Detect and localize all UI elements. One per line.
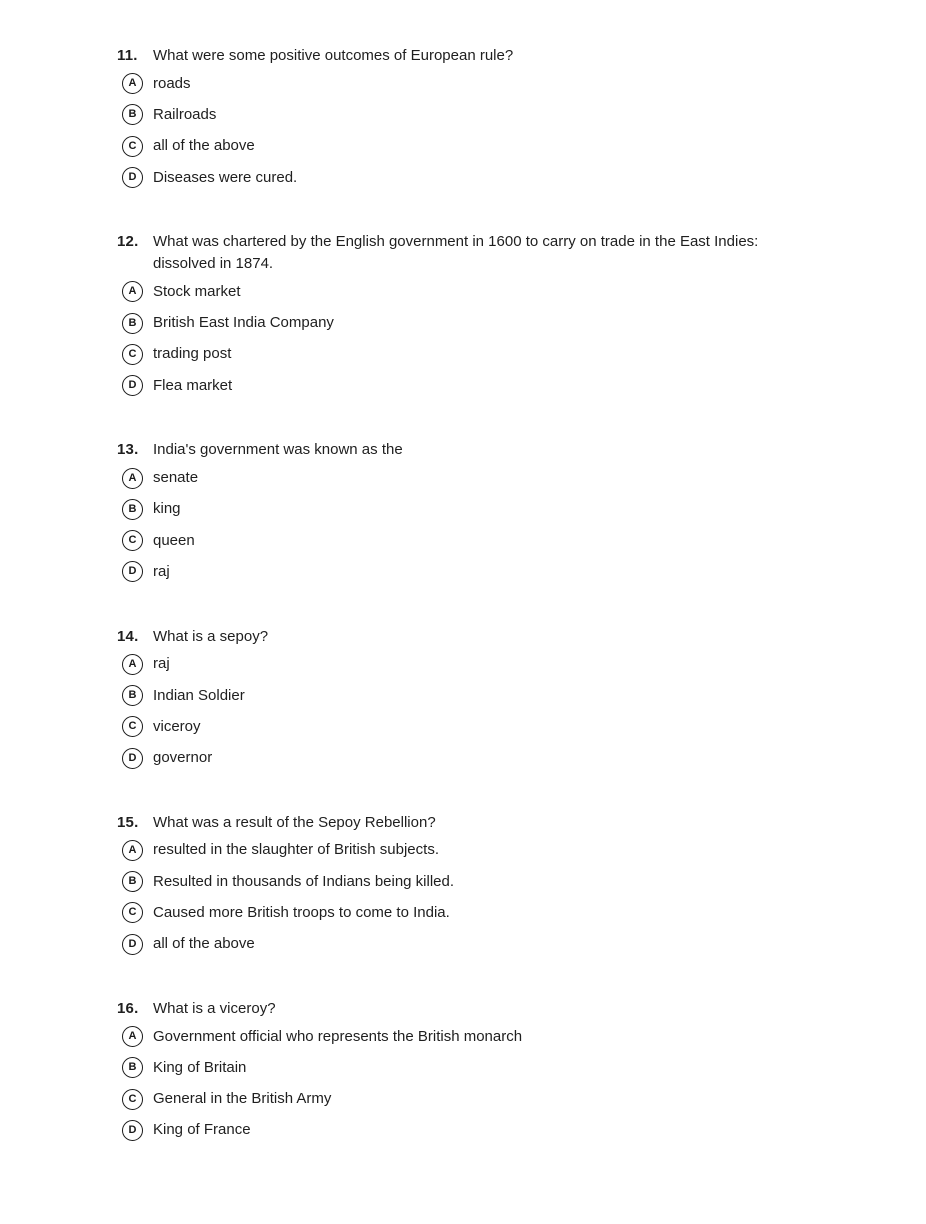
answer-option[interactable] — [122, 525, 866, 556]
question-text: What is a sepoy? — [153, 627, 269, 645]
answer-option[interactable] — [122, 99, 866, 130]
question-block — [117, 45, 866, 193]
answer-option[interactable] — [122, 494, 866, 525]
options-list — [122, 68, 866, 193]
question-header — [117, 812, 866, 834]
option-letter: B — [128, 689, 137, 701]
option-letter: A — [128, 285, 137, 298]
option-letter-bubble[interactable] — [122, 934, 143, 955]
option-text: Indian Soldier — [153, 686, 245, 704]
option-letter-bubble[interactable] — [122, 468, 143, 489]
option-text: viceroy — [153, 717, 201, 735]
option-text: raj — [153, 562, 170, 580]
question-block — [117, 998, 866, 1146]
answer-option[interactable] — [122, 1084, 866, 1115]
question-text: What was chartered by the English government in 1600 to carry on trade in the East Indies: dissolved in 1874. — [153, 233, 759, 273]
option-letter-bubble[interactable] — [122, 313, 143, 334]
option-letter: A — [128, 843, 137, 856]
option-text: King of Britain — [153, 1058, 247, 1076]
option-letter: D — [128, 1123, 137, 1136]
answer-option[interactable] — [122, 680, 866, 711]
option-text: queen — [153, 531, 195, 549]
option-text: resulted in the slaughter of British subjects. — [153, 841, 439, 859]
question-number: 14. — [117, 627, 139, 645]
option-letter: D — [128, 937, 137, 950]
option-text: Resulted in thousands of Indians being killed. — [153, 872, 455, 890]
option-letter-bubble[interactable] — [122, 281, 143, 302]
answer-option[interactable] — [122, 929, 866, 960]
option-letter-bubble[interactable] — [122, 654, 143, 675]
question-header — [117, 231, 866, 275]
options-list — [122, 462, 866, 587]
option-text: Railroads — [153, 105, 217, 123]
option-text: King of France — [153, 1121, 251, 1139]
option-letter: C — [128, 720, 137, 733]
option-letter-bubble[interactable] — [122, 344, 143, 365]
answer-option[interactable] — [122, 276, 866, 307]
answer-option[interactable] — [122, 556, 866, 587]
option-text: Flea market — [153, 376, 233, 394]
option-letter: A — [128, 77, 137, 90]
option-text: roads — [153, 74, 191, 92]
question-text: What is a viceroy? — [153, 999, 276, 1017]
option-letter-bubble[interactable] — [122, 871, 143, 892]
answer-option[interactable] — [122, 897, 866, 928]
question-block — [117, 812, 866, 960]
answer-option[interactable] — [122, 307, 866, 338]
option-text: all of the above — [153, 935, 255, 953]
question-number: 15. — [117, 813, 139, 831]
answer-option[interactable] — [122, 1115, 866, 1146]
option-text: raj — [153, 655, 170, 673]
option-letter: C — [128, 534, 137, 547]
answer-option[interactable] — [122, 649, 866, 680]
question-number: 16. — [117, 999, 139, 1017]
question-header — [117, 439, 866, 461]
question-text: India's government was known as the — [153, 441, 403, 459]
option-letter: A — [128, 1030, 137, 1043]
option-letter: B — [128, 502, 137, 515]
option-text: governor — [153, 749, 213, 767]
option-text: Caused more British troops to come to India. — [153, 903, 450, 921]
option-letter: D — [128, 565, 137, 578]
option-letter-bubble[interactable] — [122, 1057, 143, 1078]
option-letter: B — [128, 108, 137, 121]
option-letter-bubble[interactable] — [122, 685, 143, 706]
option-letter-bubble[interactable] — [122, 840, 143, 861]
option-letter-bubble[interactable] — [122, 136, 143, 157]
option-letter-bubble[interactable] — [122, 375, 143, 396]
options-list — [122, 1021, 866, 1146]
options-list — [122, 649, 866, 774]
options-list — [122, 276, 866, 401]
option-letter-bubble[interactable] — [122, 104, 143, 125]
option-text: Stock market — [153, 282, 241, 300]
answer-option[interactable] — [122, 1021, 866, 1052]
question-header — [117, 998, 866, 1020]
option-letter: D — [128, 379, 137, 392]
answer-option[interactable] — [122, 68, 866, 99]
question-block — [117, 439, 866, 587]
option-letter-bubble[interactable] — [122, 530, 143, 551]
option-text: Government official who represents the British monarch — [153, 1027, 523, 1045]
option-letter-bubble[interactable] — [122, 748, 143, 769]
answer-option[interactable] — [122, 835, 866, 866]
options-list — [122, 835, 866, 960]
question-number: 11. — [117, 47, 138, 64]
option-letter: C — [128, 347, 137, 360]
option-letter-bubble[interactable] — [122, 1120, 143, 1141]
option-text: senate — [153, 469, 199, 487]
option-text: Diseases were cured. — [153, 168, 298, 186]
option-letter-bubble[interactable] — [122, 73, 143, 94]
question-header — [117, 626, 866, 648]
option-letter: A — [128, 657, 137, 670]
option-letter-bubble[interactable] — [122, 1026, 143, 1047]
option-letter-bubble[interactable] — [122, 716, 143, 737]
question-number: 12. — [117, 233, 139, 251]
answer-option[interactable] — [122, 1052, 866, 1083]
option-letter-bubble[interactable] — [122, 1089, 143, 1110]
option-letter-bubble[interactable] — [122, 902, 143, 923]
answer-option[interactable] — [122, 711, 866, 742]
option-letter-bubble[interactable] — [122, 167, 143, 188]
answer-option[interactable] — [122, 339, 866, 370]
answer-option[interactable] — [122, 866, 866, 897]
option-letter: D — [128, 171, 137, 184]
question-text: What was a result of the Sepoy Rebellion? — [153, 813, 436, 831]
answer-option[interactable] — [122, 370, 866, 401]
question-block — [117, 231, 866, 401]
option-letter: A — [128, 471, 137, 484]
answer-option[interactable] — [122, 131, 866, 162]
option-letter: B — [128, 875, 137, 888]
option-letter: D — [128, 751, 137, 764]
option-text: all of the above — [153, 137, 255, 155]
option-letter-bubble[interactable] — [122, 499, 143, 520]
question-header — [117, 45, 866, 67]
option-text: General in the British Army — [153, 1090, 332, 1108]
option-text: British East India Company — [153, 314, 334, 332]
question-block — [117, 626, 866, 774]
option-text: king — [153, 500, 181, 518]
option-letter: B — [128, 316, 137, 329]
option-letter: C — [128, 139, 137, 152]
answer-option[interactable] — [122, 742, 866, 773]
answer-option[interactable] — [122, 162, 866, 193]
answer-option[interactable] — [122, 462, 866, 493]
question-number: 13. — [117, 441, 139, 459]
question-text: What were some positive outcomes of European rule? — [153, 47, 514, 64]
option-text: trading post — [153, 345, 232, 363]
option-letter: B — [128, 1061, 137, 1074]
option-letter: C — [128, 1092, 137, 1105]
option-letter: C — [128, 906, 137, 919]
option-letter-bubble[interactable] — [122, 561, 143, 582]
